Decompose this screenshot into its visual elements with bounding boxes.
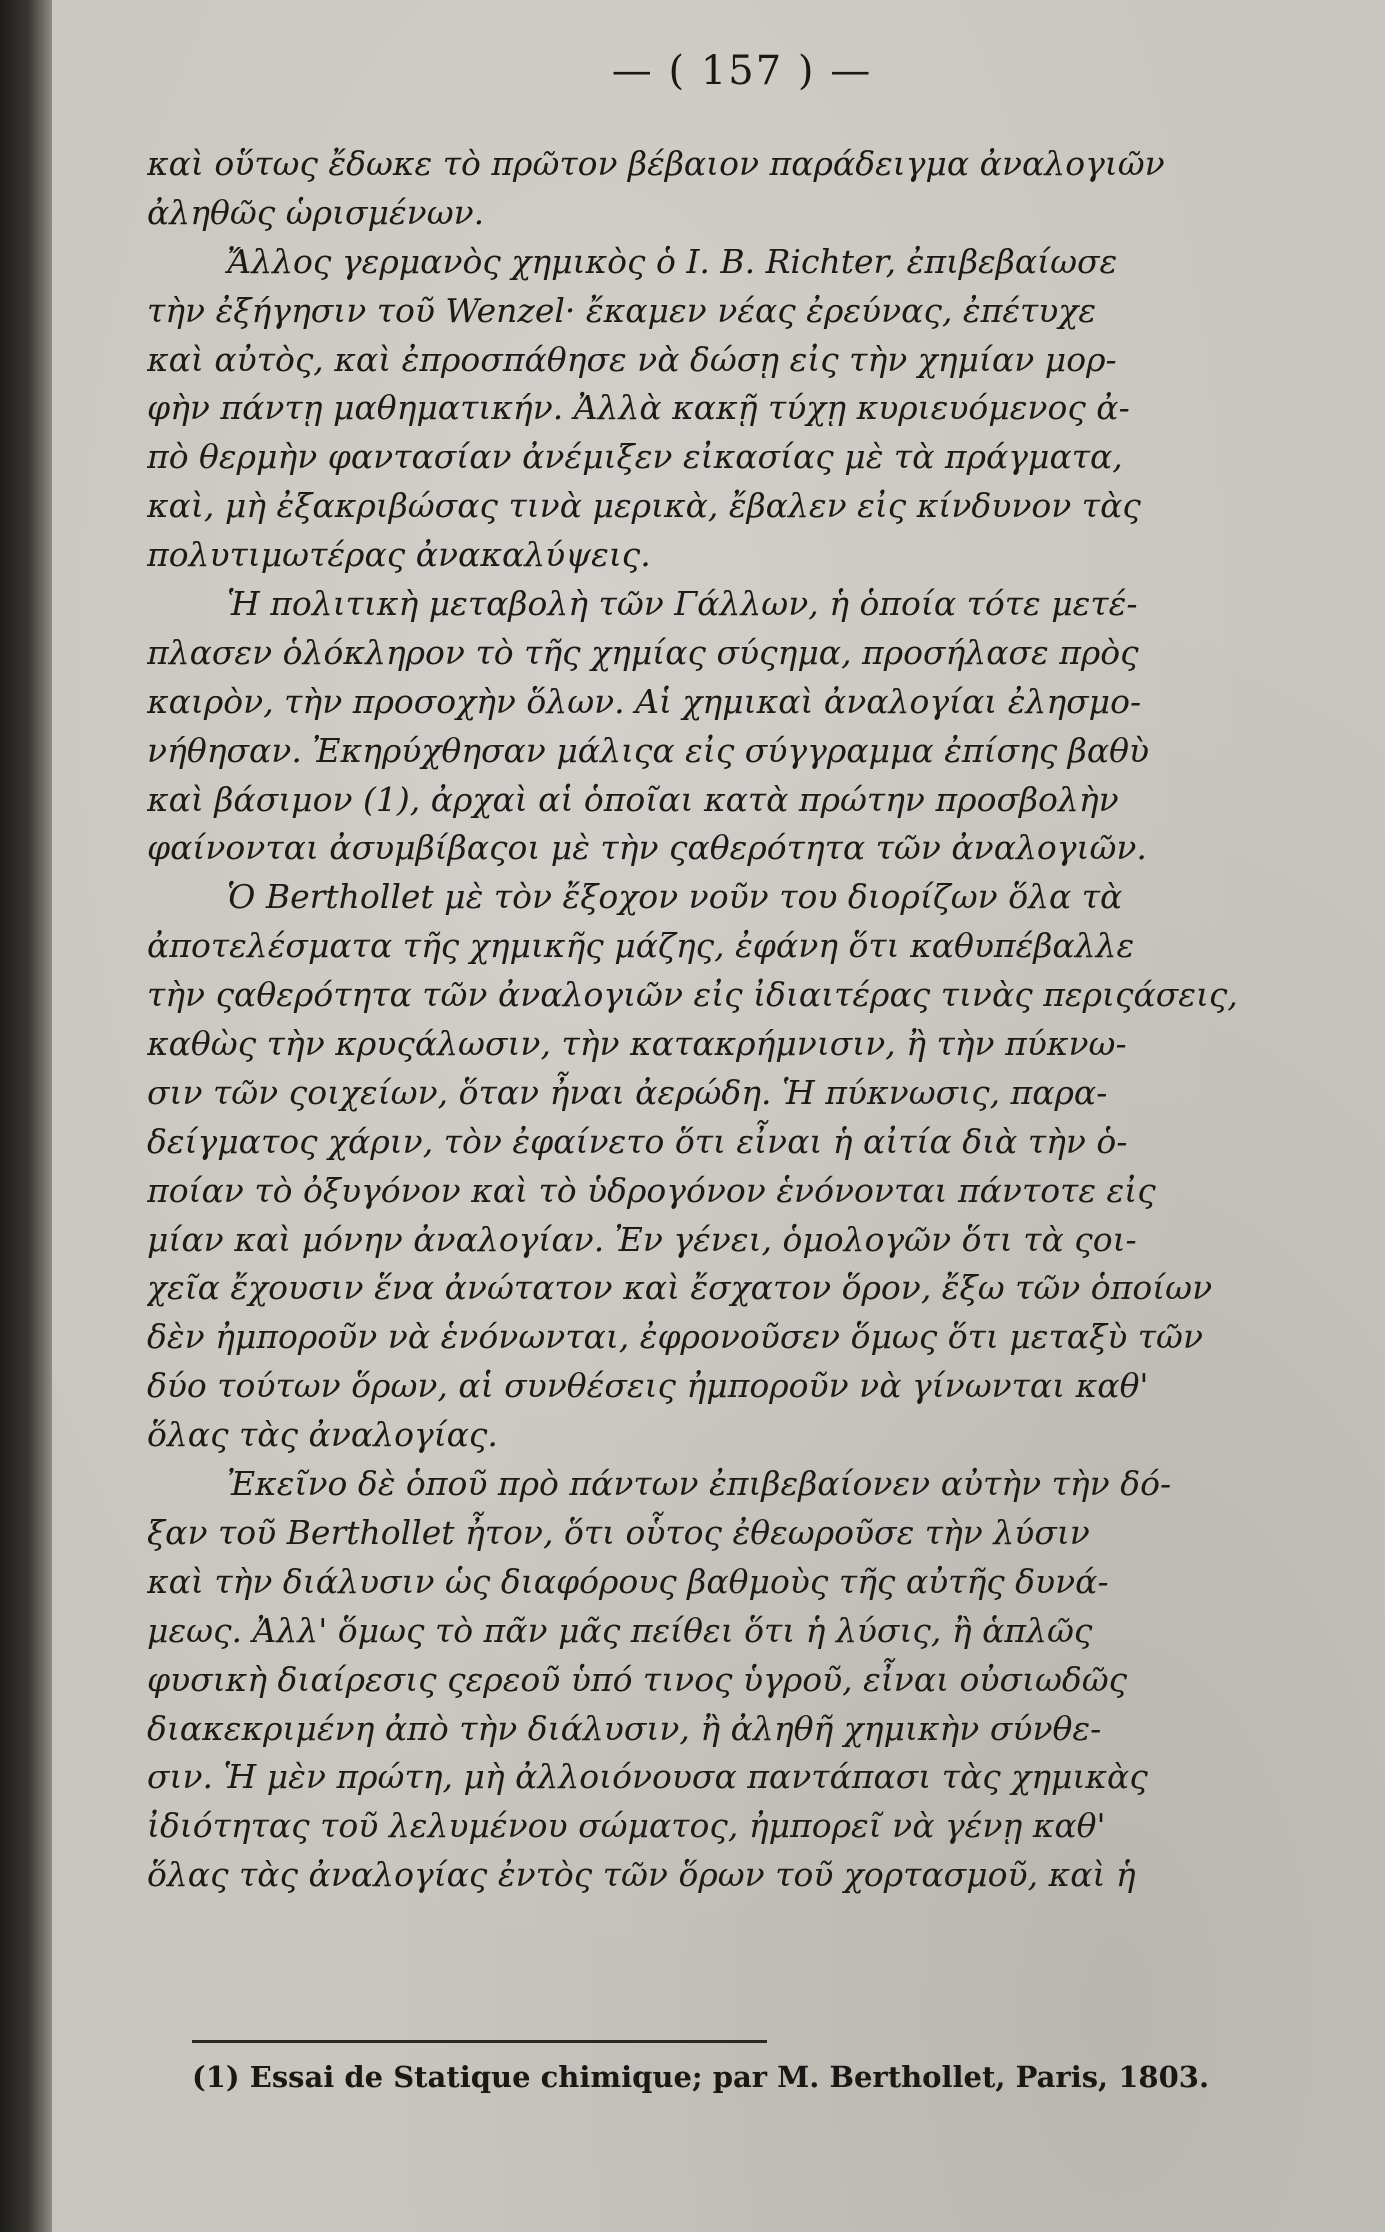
text-line: δὲν ἠμποροῦν νὰ ἑνόνωνται, ἐφρονοῦσεν ὅμως ὅτι μεταξὺ τῶν <box>147 1317 1203 1357</box>
text-line: χεῖα ἔχουσιν ἕνα ἀνώτατον καὶ ἔσχατον ὅρον, ἔξω τῶν ὁποίων <box>147 1268 1213 1308</box>
paragraph-start-line: Ἡ πολιτικὴ μεταβολὴ τῶν Γάλλων, ἡ ὁποία τότε μετέ- <box>227 584 1138 624</box>
text-line: σιν. Ἡ μὲν πρώτη, μὴ ἀλλοιόνουσα παντάπασι τὰς χημικὰς <box>147 1757 1148 1797</box>
footnote: (1) Essai de Statique chimique; par M. Berthollet, Paris, 1803. <box>192 2060 1210 2094</box>
text-line: φὴν πάντῃ μαθηματικήν. Ἀλλὰ κακῇ τύχῃ κυριευόμενος ἀ- <box>147 388 1130 428</box>
text-line: καὶ, μὴ ἐξακριβώσας τινὰ μερικὰ, ἔβαλεν εἰς κίνδυνον τὰς <box>147 486 1141 526</box>
paragraph-start-line: Ὁ Berthollet μὲ τὸν ἔξοχον νοῦν του διορίζων ὅλα τὰ <box>227 877 1123 917</box>
text-line: νήθησαν. Ἐκηρύχθησαν μάλιςα εἰς σύγγραμμα ἐπίσης βαθὺ <box>147 730 1150 770</box>
paragraph-start-line: Ἄλλος γερμανὸς χημικὸς ὁ I. B. Richter, ἐπιβεβαίωσε <box>227 241 1118 281</box>
text-line: μεως. Ἀλλ' ὅμως τὸ πᾶν μᾶς πείθει ὅτι ἡ λύσις, ἢ ἁπλῶς <box>147 1610 1093 1650</box>
text-line: φαίνονται ἀσυμβίβαςοι μὲ τὴν ςαθερότητα τῶν ἀναλογιῶν. <box>147 828 1147 868</box>
text-line: μίαν καὶ μόνην ἀναλογίαν. Ἐν γένει, ὁμολογῶν ὅτι τὰ ςοι- <box>147 1219 1137 1259</box>
text-line: καὶ αὐτὸς, καὶ ἐπροσπάθησε νὰ δώσῃ εἰς τὴν χημίαν μορ- <box>147 339 1117 379</box>
text-line: ἰδιότητας τοῦ λελυμένου σώματος, ἠμπορεῖ νὰ γένῃ καθ' <box>147 1806 1106 1846</box>
text-line: ὅλας τὰς ἀναλογίας ἐντὸς τῶν ὅρων τοῦ χορτασμοῦ, καὶ ἡ <box>147 1855 1136 1895</box>
text-line: καὶ βάσιμον (1), ἀρχαὶ αἱ ὁποῖαι κατὰ πρώτην προσβολὴν <box>147 779 1119 819</box>
text-line: πολυτιμωτέρας ἀνακαλύψεις. <box>147 535 651 575</box>
book-page <box>52 0 1385 2232</box>
paragraph-start-line: Ἐκεῖνο δὲ ὁποῦ πρὸ πάντων ἐπιβεβαίονεν αὐτὴν τὴν δό- <box>227 1464 1172 1504</box>
text-line: σιν τῶν ςοιχείων, ὅταν ἦναι ἀερώδη. Ἡ πύκνωσις, παρα- <box>147 1072 1108 1112</box>
text-line: καθὼς τὴν κρυςάλωσιν, τὴν κατακρήμνισιν, ἢ τὴν πύκνω- <box>147 1024 1127 1064</box>
text-line: ξαν τοῦ Berthollet ἦτον, ὅτι οὗτος ἐθεωροῦσε τὴν λύσιν <box>147 1512 1090 1552</box>
text-line: πλασεν ὁλόκληρον τὸ τῆς χημίας σύςημα, προσήλασε πρὸς <box>147 632 1139 672</box>
text-line: δείγματος χάριν, τὸν ἐφαίνετο ὅτι εἶναι ἡ αἰτία διὰ τὴν ὁ- <box>147 1121 1128 1161</box>
text-line: καὶ τὴν διάλυσιν ὡς διαφόρους βαθμοὺς τῆς αὐτῆς δυνά- <box>147 1561 1109 1601</box>
text-line: ποίαν τὸ ὀξυγόνον καὶ τὸ ὑδρογόνον ἑνόνονται πάντοτε εἰς <box>147 1170 1156 1210</box>
text-line: τὴν ςαθερότητα τῶν ἀναλογιῶν εἰς ἰδιαιτέρας τινὰς περιςάσεις, <box>147 975 1238 1015</box>
page-number-header: — ( 157 ) — <box>611 48 873 94</box>
book-gutter <box>0 0 52 2232</box>
text-line: καιρὸν, τὴν προσοχὴν ὅλων. Αἱ χημικαὶ ἀναλογίαι ἐλησμο- <box>147 681 1142 721</box>
body-text <box>147 140 1362 1900</box>
text-line: πὸ θερμὴν φαντασίαν ἀνέμιξεν εἰκασίας μὲ τὰ πράγματα, <box>147 437 1123 477</box>
footnote-divider <box>192 2040 767 2043</box>
text-line: τὴν ἐξήγησιν τοῦ Wenzel· ἔκαμεν νέας ἐρεύνας, ἐπέτυχε <box>147 290 1097 330</box>
text-line: καὶ οὕτως ἔδωκε τὸ πρῶτον βέβαιον παράδειγμα ἀναλογιῶν <box>147 144 1165 183</box>
text-line: φυσικὴ διαίρεσις ςερεοῦ ὑπό τινος ὑγροῦ, εἶναι οὐσιωδῶς <box>147 1659 1128 1699</box>
text-line: ἀληθῶς ὡρισμένων. <box>147 192 485 232</box>
text-line: ἀποτελέσματα τῆς χημικῆς μάζης, ἐφάνη ὅτι καθυπέβαλλε <box>147 926 1135 966</box>
text-line: διακεκριμένη ἀπὸ τὴν διάλυσιν, ἢ ἀληθῆ χημικὴν σύνθε- <box>147 1708 1102 1748</box>
text-line: δύο τούτων ὅρων, αἱ συνθέσεις ἠμποροῦν νὰ γίνωνται καθ' <box>147 1366 1149 1406</box>
text-line: ὅλας τὰς ἀναλογίας. <box>147 1415 498 1455</box>
